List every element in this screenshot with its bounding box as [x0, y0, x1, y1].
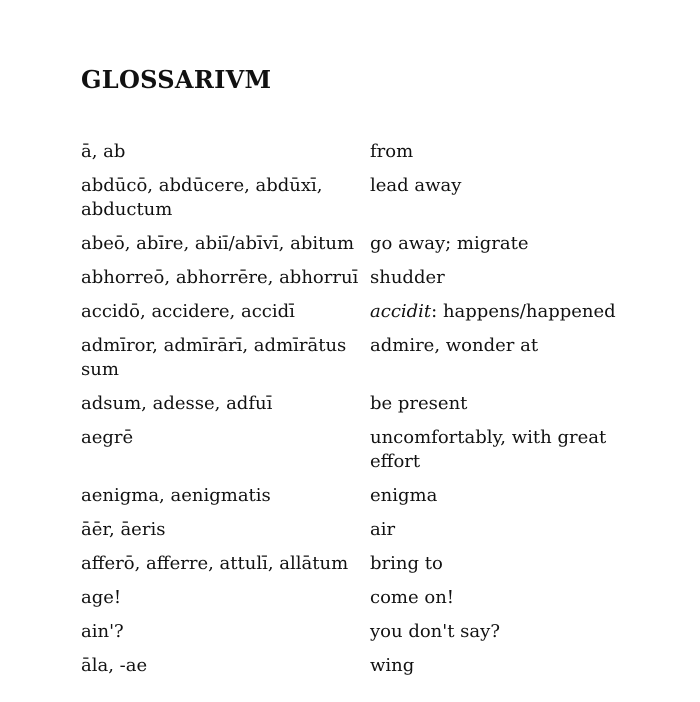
- glossary-entry: [81, 654, 641, 678]
- entry-definition: enigma: [370, 485, 438, 506]
- entry-term: aenigma, aenigmatis: [81, 485, 271, 506]
- entry-definition: you don't say?: [370, 621, 500, 642]
- glossary-entry: [81, 266, 641, 290]
- glossary-entry: [81, 140, 641, 164]
- entry-term: abhorreō, abhorrēre, abhorruī: [81, 267, 359, 288]
- entry-term: āēr, āeris: [81, 519, 166, 540]
- glossary-entry: [81, 586, 641, 610]
- entry-definition: admire, wonder at: [370, 335, 539, 356]
- entry-term: āla, -ae: [81, 655, 148, 676]
- glossary-entry: [81, 232, 641, 256]
- glossary-entry: [81, 174, 641, 222]
- entry-term: age!: [81, 587, 122, 608]
- entry-term: afferō, afferre, attulī, allātum: [81, 553, 349, 574]
- entry-definition: uncomfortably, with great effort: [370, 427, 607, 472]
- glossary-entry: [81, 426, 641, 474]
- entry-term: admīror, admīrārī, admīrātus sum: [81, 335, 347, 380]
- entry-definition: lead away: [370, 175, 462, 196]
- entry-definition: wing: [370, 655, 415, 676]
- entry-definition: go away; migrate: [370, 233, 529, 254]
- entry-term: ā, ab: [81, 141, 126, 162]
- entry-term: abeō, abīre, abiī/abīvī, abitum: [81, 233, 355, 254]
- entry-definition: shudder: [370, 267, 445, 288]
- entry-definition: [370, 300, 630, 324]
- entry-term: accidō, accidere, accidī: [81, 301, 295, 322]
- entry-term: abdūcō, abdūcere, abdūxī, abductum: [81, 175, 323, 220]
- entry-definition-italic: accidit: [370, 301, 432, 322]
- page-title: GLOSSARIVM: [81, 65, 272, 94]
- glossary-entry: [81, 484, 641, 508]
- entry-term: adsum, adesse, adfuī: [81, 393, 273, 414]
- entry-term: aegrē: [81, 427, 134, 448]
- glossary-entry: [81, 552, 641, 576]
- glossary-entry: [81, 334, 641, 382]
- entry-definition: from: [370, 141, 414, 162]
- entry-term: ain'?: [81, 621, 124, 642]
- glossary-entry: [81, 300, 641, 324]
- glossary-list: [81, 140, 641, 688]
- glossary-entry: [81, 518, 641, 542]
- entry-definition: air: [370, 519, 396, 540]
- glossary-entry: [81, 620, 641, 644]
- entry-definition: be present: [370, 393, 468, 414]
- entry-definition: come on!: [370, 587, 455, 608]
- glossary-entry: [81, 392, 641, 416]
- entry-definition-rest: : happens/happened: [431, 301, 616, 322]
- entry-definition: bring to: [370, 553, 443, 574]
